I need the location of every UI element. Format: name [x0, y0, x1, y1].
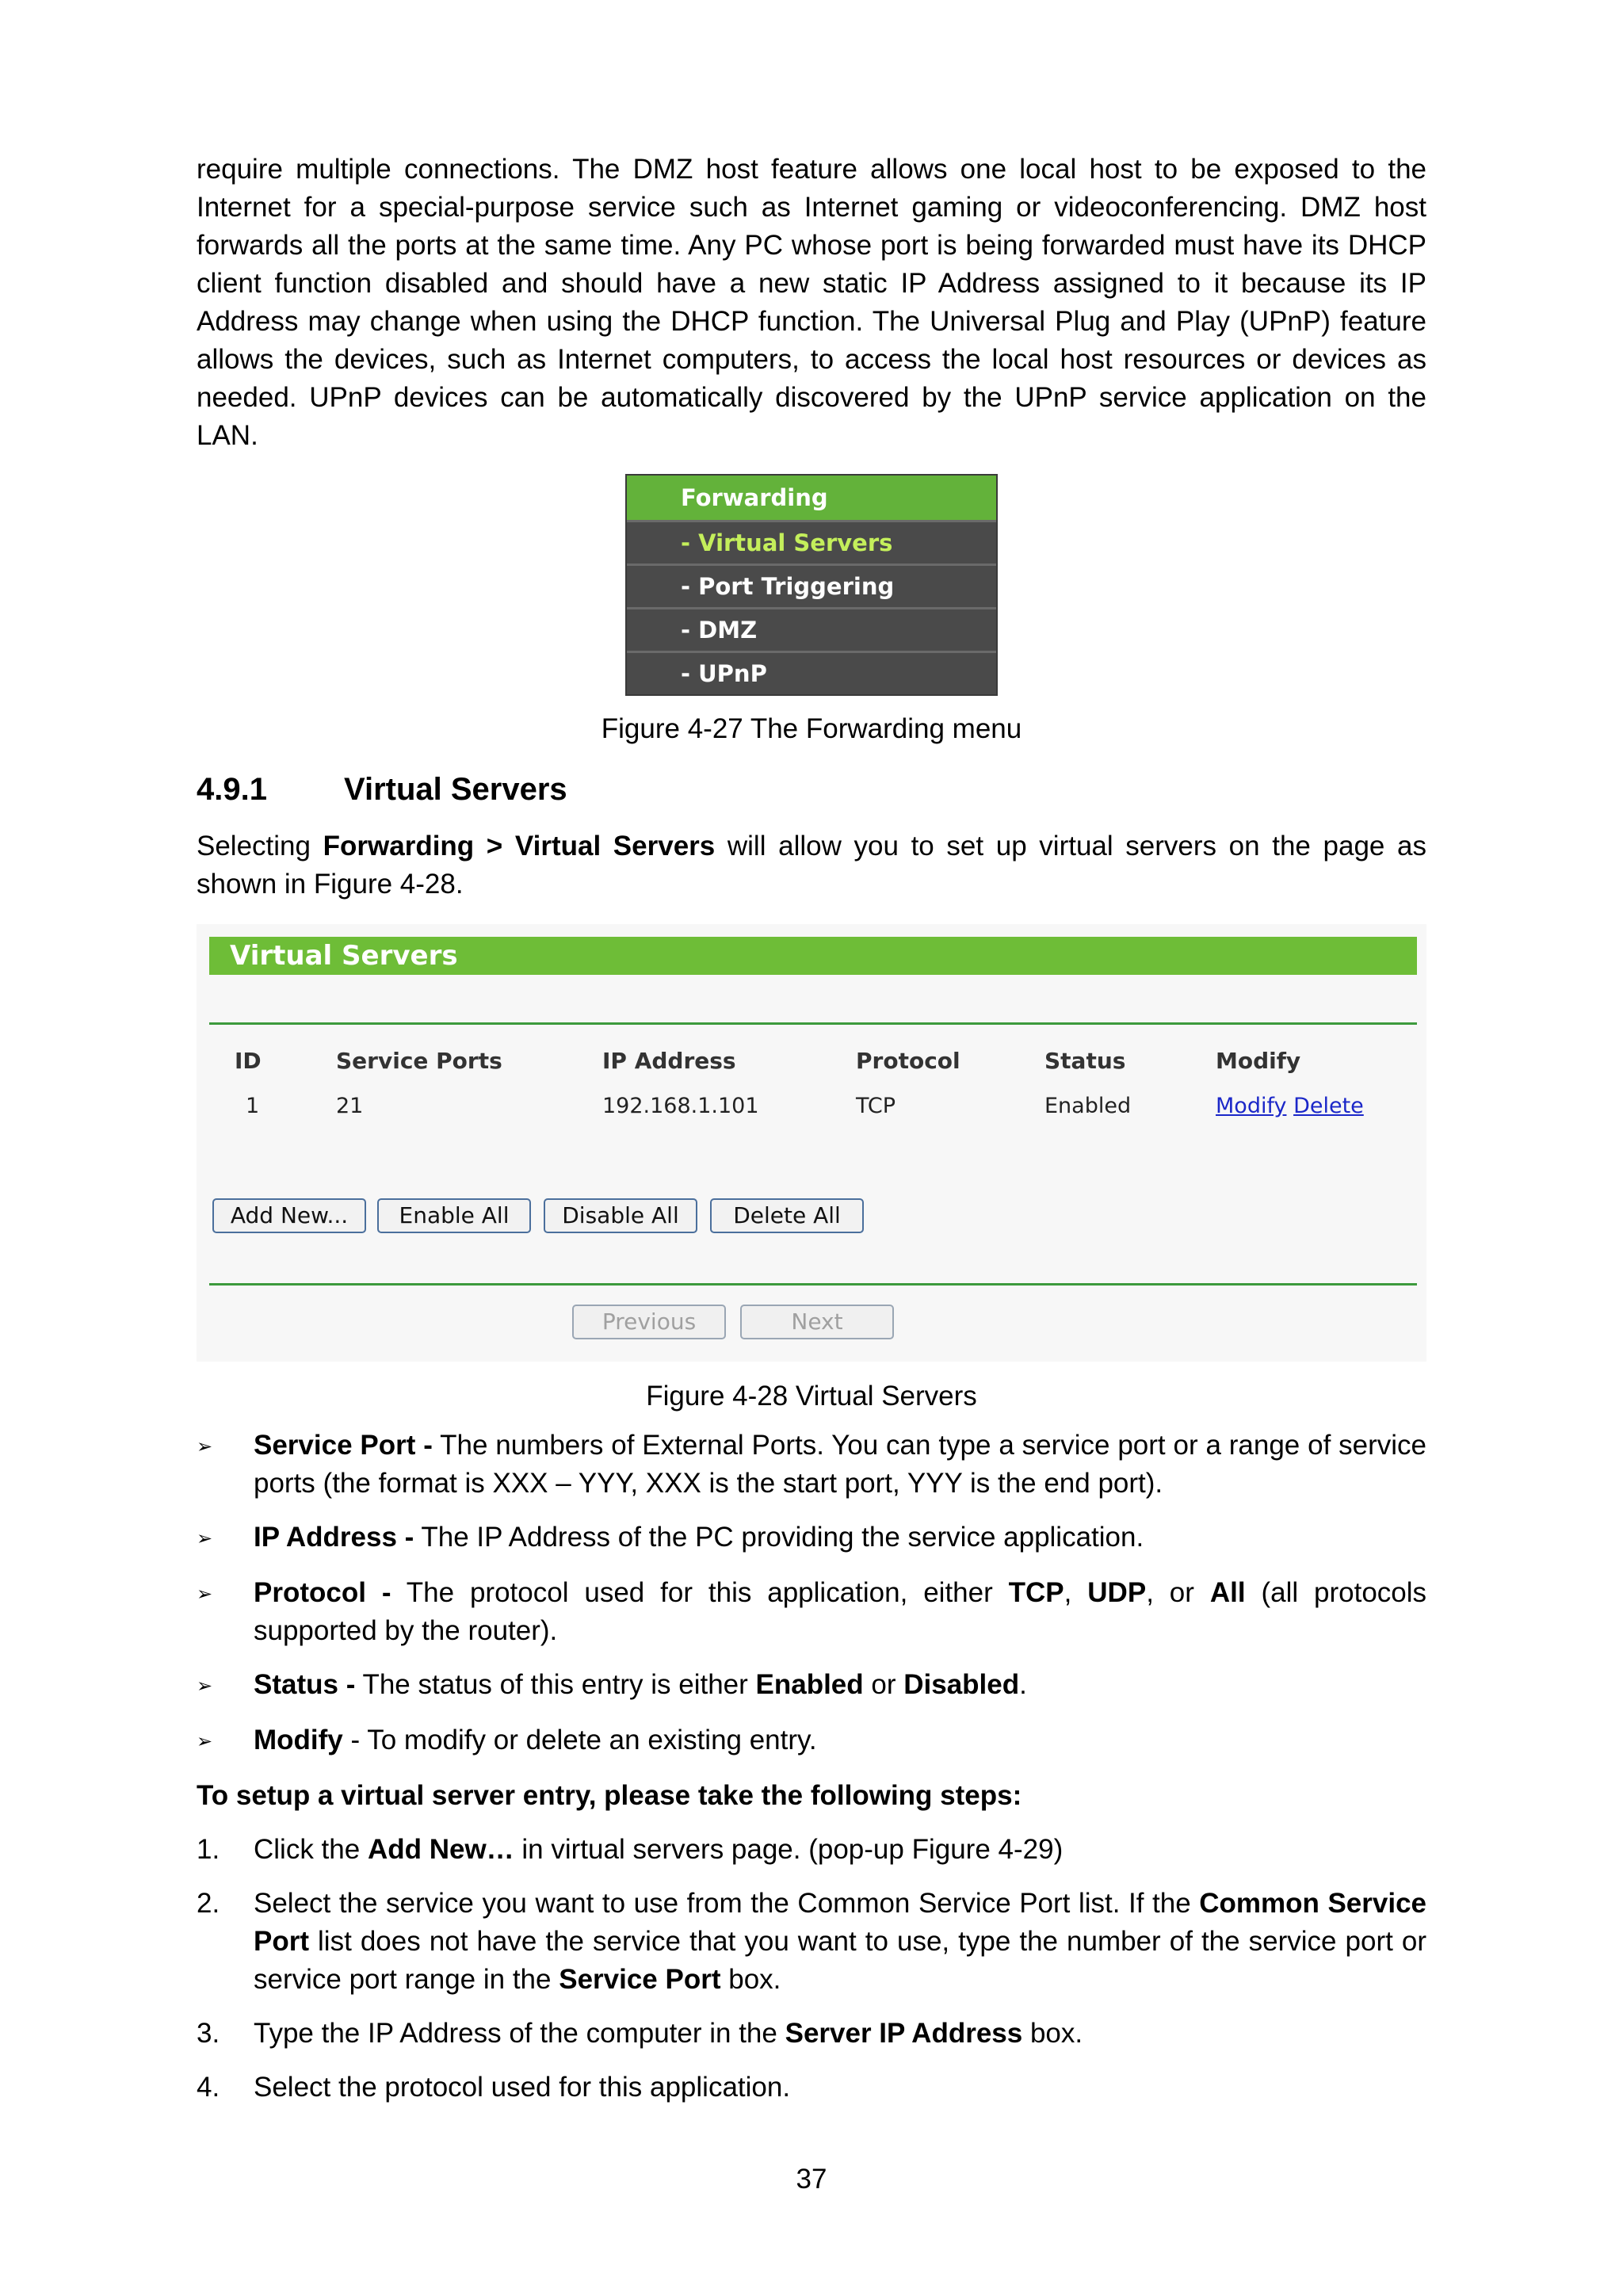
section-intro: Selecting Forwarding > Virtual Servers will allow you to set up virtual servers on the page as shown in Figure 4-28. — [197, 831, 1426, 900]
bullet-status: ➢ Status - The status of this entry is either Enabled or Disabled. — [197, 1666, 1426, 1706]
bullet-service-port: ➢ Service Port - The numbers of External Ports. You can type a service port or a range of service ports (the format is XXX – YYY, XXX is the start port, YYY is the end port). — [197, 1427, 1426, 1503]
intro-paragraph: require multiple connections. The DMZ host feature allows one local host to be exposed to the Internet for a special-purpose service such as Internet gaming or videoconferencing. DMZ host forwards all the ports at the same time. Any PC whose port is being forwarded must have its DHCP client function disabled and should have a new static IP Address assigned to it because its IP Address may change when using the DHCP function. The Universal Plug and Play (UPnP) feature allows the devices, such as Internet computers, to access the local host resources or devices as needed. UPnP devices can be automatically discovered by the UPnP service application on the LAN. — [197, 154, 1426, 451]
next-button[interactable]: Next — [740, 1305, 894, 1339]
bullet-protocol: ➢ Protocol - The protocol used for this application, either TCP, UDP, or All (all protocols supported by the router). — [197, 1574, 1426, 1650]
panel-title: Virtual Servers — [209, 937, 1417, 975]
delete-all-button[interactable]: Delete All — [710, 1198, 864, 1233]
menu-item-dmz[interactable]: - DMZ — [627, 607, 996, 651]
document-page — [197, 151, 1426, 2107]
column-header-ip-address: IP Address — [602, 1048, 736, 1074]
modify-link[interactable]: Modify — [1216, 1094, 1287, 1118]
add-new-button[interactable]: Add New... — [212, 1198, 366, 1233]
delete-link[interactable]: Delete — [1293, 1094, 1364, 1118]
arrow-bullet-icon: ➢ — [197, 1528, 213, 1549]
arrow-bullet-icon: ➢ — [197, 1675, 213, 1697]
step-4: 4. Select the protocol used for this application. — [197, 2072, 791, 2103]
section-heading — [197, 769, 1426, 810]
column-header-service-ports: Service Ports — [336, 1048, 502, 1074]
step-1: 1. Click the Add New… in virtual servers page. (pop-up Figure 4-29) — [197, 1834, 1064, 1865]
cell-protocol: TCP — [856, 1094, 896, 1118]
page-number: 37 — [796, 2164, 827, 2195]
bullet-ip-address: ➢ IP Address - The IP Address of the PC providing the service application. — [197, 1519, 1426, 1558]
section-number: 4.9.1 — [197, 772, 267, 807]
virtual-servers-table — [197, 1048, 1426, 1140]
figure-caption-4-28: Figure 4-28 Virtual Servers — [646, 1381, 977, 1412]
virtual-servers-panel — [197, 924, 1426, 1362]
arrow-bullet-icon: ➢ — [197, 1731, 213, 1752]
step-2: 2. Select the service you want to use from the Common Service Port list. If the Common Service Port list does not have the service that you want to use, type the number of the service port or service port range in the Service Port box. — [197, 1888, 1426, 1995]
bullet-modify: ➢ Modify - To modify or delete an existing entry. — [197, 1721, 1426, 1761]
cell-ip-address: 192.168.1.101 — [602, 1094, 759, 1118]
column-header-status: Status — [1044, 1048, 1126, 1074]
column-header-modify: Modify — [1216, 1048, 1301, 1074]
disable-all-button[interactable]: Disable All — [544, 1198, 697, 1233]
steps-title: To setup a virtual server entry, please take the following steps: — [197, 1780, 1022, 1811]
divider-top — [209, 1022, 1417, 1025]
forwarding-menu-figure — [197, 474, 1426, 696]
menu-item-virtual-servers[interactable]: - Virtual Servers — [627, 520, 996, 563]
table-row — [197, 1094, 1426, 1140]
enable-all-button[interactable]: Enable All — [377, 1198, 531, 1233]
cell-status: Enabled — [1044, 1094, 1132, 1118]
figure-caption-4-27: Figure 4-27 The Forwarding menu — [601, 713, 1022, 744]
column-header-id: ID — [235, 1048, 262, 1074]
menu-item-upnp[interactable]: - UPnP — [627, 651, 996, 694]
forwarding-menu — [625, 474, 998, 696]
column-header-protocol: Protocol — [856, 1048, 960, 1074]
section-title: Virtual Servers — [344, 772, 567, 807]
divider-bottom — [209, 1283, 1417, 1286]
arrow-bullet-icon: ➢ — [197, 1436, 213, 1457]
cell-id: 1 — [246, 1094, 260, 1118]
table-header-row — [197, 1048, 1426, 1094]
previous-button[interactable]: Previous — [572, 1305, 726, 1339]
menu-header-forwarding[interactable]: Forwarding — [627, 476, 996, 520]
arrow-bullet-icon: ➢ — [197, 1584, 213, 1605]
cell-modify — [1216, 1094, 1364, 1118]
cell-service-ports: 21 — [336, 1094, 364, 1118]
menu-item-port-triggering[interactable]: - Port Triggering — [627, 563, 996, 607]
step-3: 3. Type the IP Address of the computer in the Server IP Address box. — [197, 2018, 1083, 2049]
